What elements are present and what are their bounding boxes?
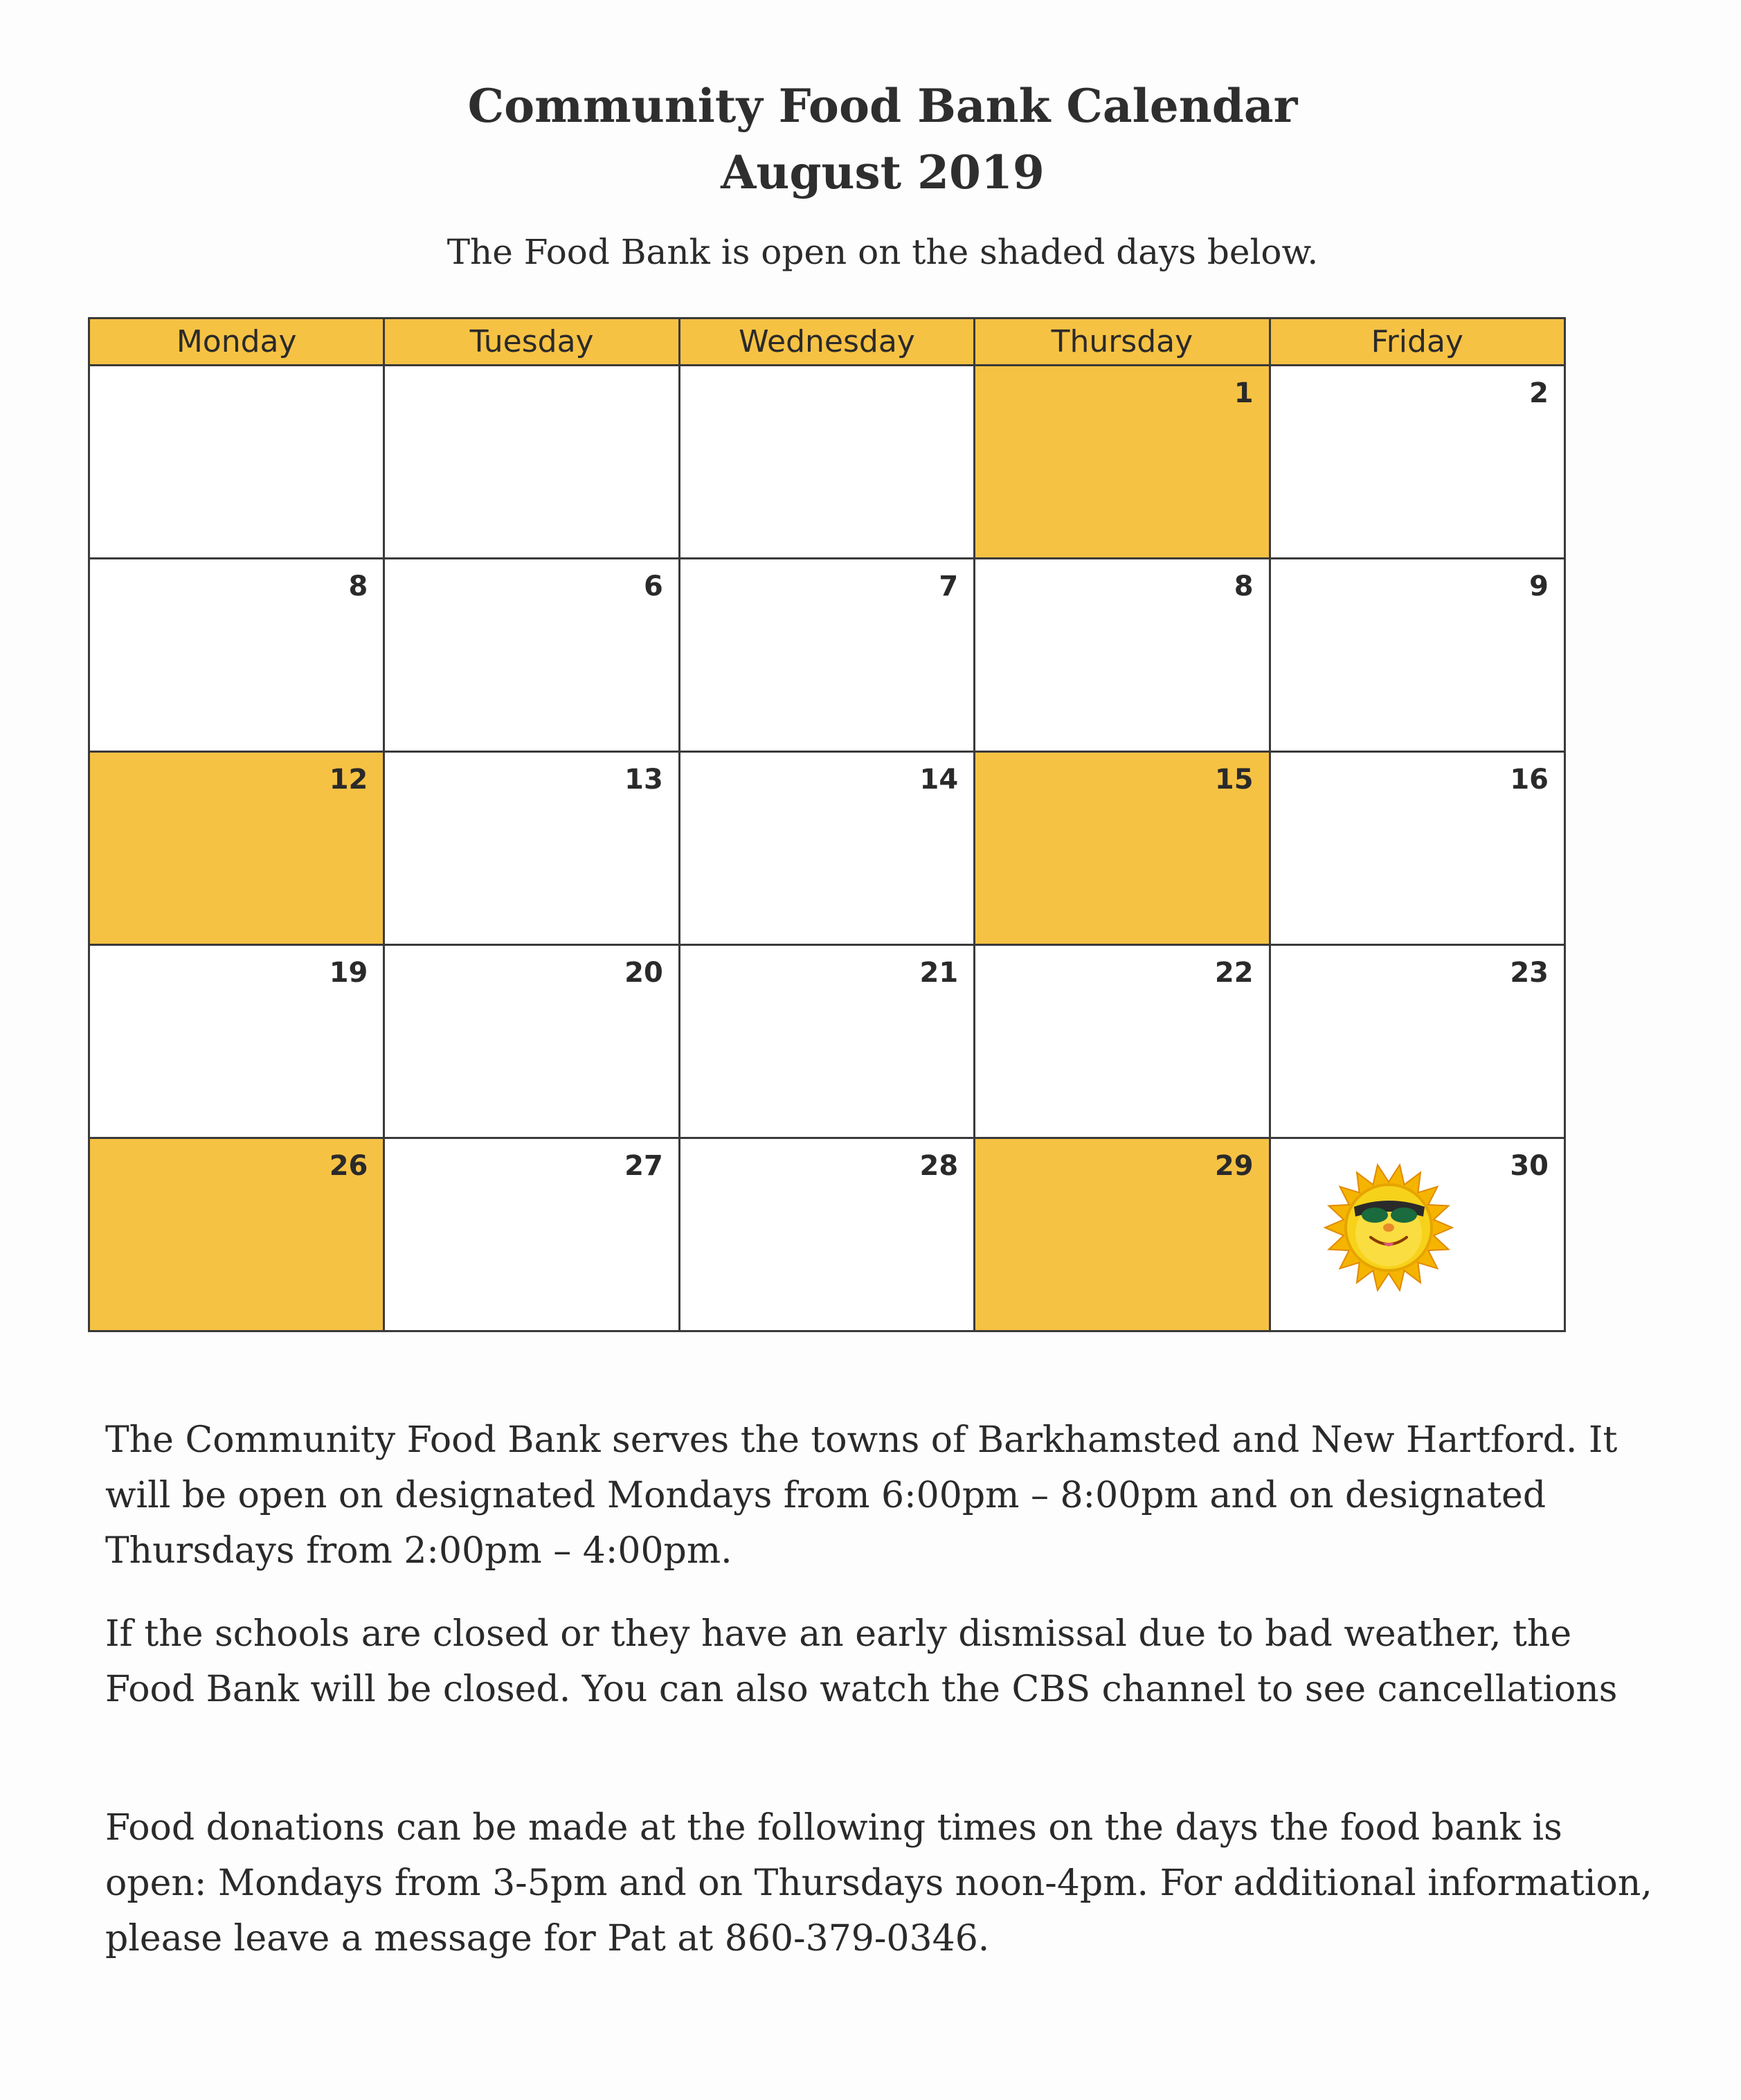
day-cell bbox=[679, 559, 974, 752]
title-line-2: August 2019 bbox=[721, 145, 1045, 199]
day-number: 30 bbox=[1510, 1150, 1549, 1182]
day-number: 29 bbox=[1214, 1150, 1254, 1182]
day-cell bbox=[679, 945, 974, 1138]
day-number: 28 bbox=[919, 1150, 959, 1182]
week-row bbox=[89, 752, 1565, 945]
day-cell bbox=[1270, 559, 1564, 752]
weekday-wednesday: Wednesday bbox=[679, 318, 974, 366]
day-number: 20 bbox=[624, 957, 663, 989]
day-number bbox=[385, 366, 678, 377]
day-number: 6 bbox=[643, 571, 663, 602]
day-number: 21 bbox=[919, 957, 959, 989]
info-paragraph-donations: Food donations can be made at the following times on the days the food bank is open: Mondays from 3-5pm and on Thursdays noon-4pm. For additional information, please leave a message for Pat at 860-379-0346. bbox=[105, 1807, 1652, 1959]
day-cell bbox=[975, 1138, 1270, 1331]
weekday-tuesday: Tuesday bbox=[384, 318, 679, 366]
day-cell bbox=[679, 752, 974, 945]
sun-with-sunglasses-icon bbox=[1319, 1158, 1458, 1297]
day-cell bbox=[1270, 752, 1564, 945]
day-number: 15 bbox=[1214, 764, 1254, 796]
title-line-1: Community Food Bank Calendar bbox=[467, 79, 1298, 133]
week-row bbox=[89, 1138, 1565, 1331]
day-cell bbox=[384, 559, 679, 752]
day-number: 16 bbox=[1510, 764, 1549, 796]
day-cell bbox=[89, 945, 384, 1138]
day-number: 7 bbox=[939, 571, 959, 602]
day-cell bbox=[384, 752, 679, 945]
calendar-grid bbox=[88, 317, 1566, 1332]
weekday-thursday: Thursday bbox=[975, 318, 1270, 366]
day-cell bbox=[1270, 945, 1564, 1138]
week-row bbox=[89, 945, 1565, 1138]
day-cell bbox=[975, 945, 1270, 1138]
day-number bbox=[680, 366, 973, 377]
day-cell bbox=[89, 366, 384, 559]
day-number bbox=[90, 366, 383, 377]
day-number: 12 bbox=[329, 764, 368, 796]
day-number: 8 bbox=[348, 571, 368, 602]
day-number: 13 bbox=[624, 764, 663, 796]
day-number: 9 bbox=[1529, 571, 1549, 602]
day-cell bbox=[89, 1138, 384, 1331]
day-number: 22 bbox=[1214, 957, 1254, 989]
day-cell bbox=[975, 366, 1270, 559]
week-row bbox=[89, 559, 1565, 752]
day-number: 27 bbox=[624, 1150, 663, 1182]
day-number: 1 bbox=[1234, 377, 1254, 409]
info-paragraph-hours: The Community Food Bank serves the towns of Barkhamsted and New Hartford. It will be open on designated Mondays from 6:00pm – 8:00pm and on designated Thursdays from 2:00pm – 4:00pm. bbox=[105, 1419, 1618, 1572]
subtitle: The Food Bank is open on the shaded days below. bbox=[446, 232, 1319, 272]
day-number: 2 bbox=[1529, 377, 1549, 409]
day-number: 26 bbox=[329, 1150, 368, 1182]
day-cell bbox=[975, 752, 1270, 945]
day-number: 14 bbox=[919, 764, 959, 796]
day-cell bbox=[384, 1138, 679, 1331]
day-cell bbox=[384, 366, 679, 559]
week-row bbox=[89, 366, 1565, 559]
day-number: 19 bbox=[329, 957, 368, 989]
info-paragraph-closures: If the schools are closed or they have an early dismissal due to bad weather, the Food Bank will be closed. You can also watch the CBS channel to see cancellations bbox=[105, 1613, 1618, 1710]
day-number: 8 bbox=[1234, 571, 1254, 602]
day-cell bbox=[679, 1138, 974, 1331]
day-cell bbox=[1270, 366, 1564, 559]
day-cell bbox=[679, 366, 974, 559]
day-number: 23 bbox=[1510, 957, 1549, 989]
weekday-header-row bbox=[89, 318, 1565, 366]
day-cell bbox=[384, 945, 679, 1138]
weekday-monday: Monday bbox=[89, 318, 384, 366]
day-cell bbox=[1270, 1138, 1564, 1331]
day-cell bbox=[89, 559, 384, 752]
weekday-friday: Friday bbox=[1270, 318, 1564, 366]
page-title bbox=[0, 73, 1741, 206]
day-cell bbox=[89, 752, 384, 945]
day-cell bbox=[975, 559, 1270, 752]
